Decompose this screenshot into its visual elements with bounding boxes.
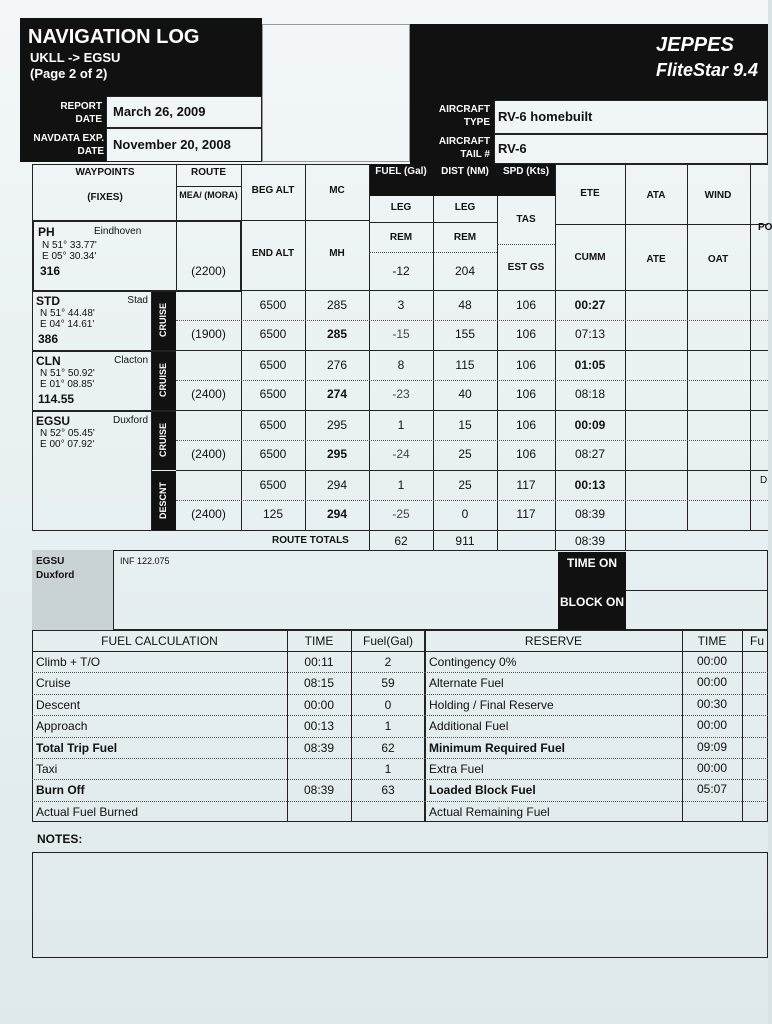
waypoint-divider bbox=[32, 350, 176, 352]
col-waypoints: WAYPOINTS bbox=[75, 167, 135, 178]
fuel-row-label: Actual Fuel Burned bbox=[36, 804, 139, 819]
reserve-row-label: Loaded Block Fuel bbox=[429, 783, 536, 798]
fuel-row-time: 00:00 bbox=[303, 697, 335, 712]
waypoint-id: STD bbox=[36, 294, 60, 308]
start-waypoint-name: Eindhoven bbox=[94, 226, 142, 237]
leg-beg-alt: 6500 bbox=[259, 358, 287, 372]
start-fuel-rem: -12 bbox=[392, 264, 410, 278]
col-end-alt: END ALT bbox=[251, 248, 295, 259]
start-waypoint-lat: N 51° 33.77' bbox=[42, 240, 97, 251]
col-ete: ETE bbox=[580, 188, 600, 199]
col-tas: TAS bbox=[516, 214, 536, 225]
start-waypoint-lon: E 05° 30.34' bbox=[42, 251, 97, 262]
col-ate: ATE bbox=[646, 254, 666, 265]
fuel-row-time: 08:39 bbox=[303, 740, 335, 755]
leg-row-divider bbox=[176, 290, 768, 291]
phase-label: CRUISE bbox=[158, 303, 168, 338]
phase-label: CRUISE bbox=[158, 423, 168, 458]
start-mora: (2200) bbox=[191, 264, 226, 278]
leg-mh: 294 bbox=[326, 507, 348, 521]
blank-header-box bbox=[262, 24, 410, 162]
reserve-row-time: 09:09 bbox=[696, 739, 728, 754]
leg-mh: 274 bbox=[326, 387, 348, 401]
reserve-row-divider bbox=[425, 694, 768, 695]
waypoint-lat: N 51° 44.48' bbox=[40, 308, 95, 319]
reserve-fuel-header: Fu bbox=[750, 634, 765, 648]
fuel-row-fuel: 0 bbox=[384, 697, 392, 712]
leg-dist-leg: 48 bbox=[458, 298, 472, 312]
col-mc: MC bbox=[329, 185, 345, 196]
col-fuel-rem: REM bbox=[389, 232, 413, 243]
reserve-row-label: Holding / Final Reserve bbox=[429, 697, 554, 712]
leg-end-alt: 6500 bbox=[259, 387, 287, 401]
leg-tas: 106 bbox=[515, 358, 537, 372]
reserve-row-time: 05:07 bbox=[696, 782, 728, 797]
fuel-row-divider bbox=[32, 694, 425, 695]
leg-mora: (1900) bbox=[191, 327, 226, 341]
waypoint-divider bbox=[32, 290, 176, 292]
leg-dist-leg: 25 bbox=[458, 478, 472, 492]
reserve-row-time: 00:30 bbox=[696, 696, 728, 711]
report-date-label: REPORT DATE bbox=[60, 101, 102, 125]
phase-label: DESCNT bbox=[158, 481, 168, 519]
fuel-row-time: 00:11 bbox=[304, 655, 334, 669]
leg-fuel-leg: 1 bbox=[397, 418, 405, 432]
waypoint-id: EGSU bbox=[36, 414, 71, 428]
leg-row-divider bbox=[176, 410, 768, 411]
leg-tas: 106 bbox=[515, 418, 537, 432]
fuel-row-label: Taxi bbox=[36, 762, 58, 776]
leg-dist-leg: 15 bbox=[458, 418, 472, 432]
col-mh: MH bbox=[329, 248, 345, 259]
waypoint-name: Duxford bbox=[112, 415, 148, 426]
col-oat: OAT bbox=[707, 254, 729, 265]
leg-beg-alt: 6500 bbox=[259, 298, 287, 312]
brand-name: JEPPES bbox=[656, 34, 734, 56]
page-number: (Page 2 of 2) bbox=[30, 66, 108, 81]
leg-mh: 285 bbox=[326, 327, 348, 341]
leg-end-alt: 125 bbox=[262, 507, 284, 521]
fuel-row-fuel: 1 bbox=[384, 719, 392, 734]
leg-mc: 285 bbox=[326, 298, 348, 312]
aircraft-type-value: RV-6 homebuilt bbox=[498, 109, 593, 124]
reserve-row-label: Additional Fuel bbox=[429, 719, 509, 734]
notes-label: NOTES: bbox=[37, 832, 83, 846]
reserve-row-label: Alternate Fuel bbox=[429, 676, 504, 691]
reserve-row-divider bbox=[425, 737, 768, 738]
leg-cumm: 08:39 bbox=[574, 507, 606, 521]
destination-name: Duxford bbox=[36, 570, 75, 581]
navdata-date-label: NAVDATA EXP. DATE bbox=[33, 133, 104, 157]
fuel-row-label: Burn Off bbox=[36, 783, 85, 798]
reserve-row-time: 00:00 bbox=[696, 761, 728, 775]
waypoint-side bbox=[151, 350, 152, 410]
leg-dist-rem: 40 bbox=[458, 387, 472, 401]
col-dist-rem: REM bbox=[453, 232, 477, 243]
fuel-row-fuel: 59 bbox=[381, 676, 395, 691]
fuel-calc-time-header: TIME bbox=[304, 634, 334, 648]
leg-tas: 106 bbox=[515, 298, 537, 312]
reserve-header: RESERVE bbox=[524, 634, 583, 648]
leg-cumm: 08:18 bbox=[574, 387, 606, 401]
leg-row-mid-divider bbox=[176, 500, 768, 501]
leg-row-mid-divider bbox=[176, 380, 768, 381]
reserve-row-divider bbox=[425, 672, 768, 673]
col-mea: MEA/ (MORA) bbox=[179, 190, 238, 200]
start-waypoint-freq: 316 bbox=[40, 264, 61, 278]
title-block bbox=[20, 18, 262, 96]
waypoint-name: Clacton bbox=[114, 355, 148, 366]
leg-ete: 00:09 bbox=[574, 418, 606, 432]
leg-tas: 117 bbox=[516, 478, 536, 492]
waypoint-name: Stad bbox=[127, 295, 148, 306]
destination-freq: INF 122.075 bbox=[120, 556, 170, 566]
reserve-row-label: Minimum Required Fuel bbox=[429, 740, 566, 755]
col-fixes: (FIXES) bbox=[87, 192, 123, 203]
leg-mc: 295 bbox=[326, 418, 348, 432]
leg-gs: 106 bbox=[515, 447, 537, 461]
reserve-row-divider bbox=[425, 715, 768, 716]
fuel-row-divider bbox=[32, 737, 425, 738]
leg-dist-rem: 0 bbox=[461, 507, 469, 521]
col-route: ROUTE bbox=[191, 167, 226, 178]
waypoint-lat: N 52° 05.45' bbox=[40, 428, 95, 439]
fuel-row-time: 00:13 bbox=[303, 719, 335, 734]
reserve-row-time: 00:00 bbox=[696, 718, 728, 733]
product-name: FliteStar 9.4 bbox=[656, 60, 759, 80]
col-beg-alt: BEG ALT bbox=[251, 185, 295, 196]
waypoint-side bbox=[151, 290, 152, 350]
fuel-row-divider bbox=[32, 715, 425, 716]
aircraft-tail-value: RV-6 bbox=[498, 141, 527, 156]
col-ata: ATA bbox=[646, 190, 666, 201]
navdata-date-value: November 20, 2008 bbox=[113, 137, 231, 152]
fuel-row-label: Descent bbox=[36, 697, 81, 712]
leg-mc: 294 bbox=[326, 478, 348, 492]
leg-beg-alt: 6500 bbox=[259, 478, 287, 492]
leg-fuel-rem: -15 bbox=[392, 327, 410, 341]
waypoint-id: CLN bbox=[36, 354, 61, 368]
phase-label: CRUISE bbox=[158, 363, 168, 398]
fuel-row-divider bbox=[32, 801, 425, 802]
col-po: PO bbox=[758, 222, 772, 233]
fuel-row-label: Climb + T/O bbox=[36, 655, 101, 669]
waypoint-freq: 114.55 bbox=[38, 392, 75, 406]
waypoint-divider bbox=[32, 410, 176, 412]
leg-gs: 106 bbox=[515, 327, 537, 341]
notes-box[interactable] bbox=[32, 852, 768, 958]
leg-dist-rem: 155 bbox=[454, 327, 476, 341]
total-fuel: 62 bbox=[394, 534, 408, 548]
fuel-row-fuel: 1 bbox=[384, 762, 392, 776]
leg-fuel-leg: 3 bbox=[397, 298, 405, 312]
fuel-row-time: 08:15 bbox=[303, 676, 335, 691]
waypoint-lon: E 01° 08.85' bbox=[40, 379, 95, 390]
date-labels bbox=[20, 96, 106, 162]
leg-dist-leg: 115 bbox=[455, 358, 475, 372]
reserve-row-label: Contingency 0% bbox=[429, 655, 517, 669]
col-wind: WIND bbox=[704, 190, 732, 201]
waypoint-side bbox=[151, 410, 152, 530]
leg-ete: 01:05 bbox=[574, 358, 606, 372]
col-est-gs: EST GS bbox=[507, 262, 545, 273]
col-cumm: CUMM bbox=[574, 252, 606, 263]
leg-row-divider bbox=[176, 470, 768, 471]
leg-mc: 276 bbox=[326, 358, 348, 372]
leg-mora: (2400) bbox=[191, 387, 226, 401]
leg-row-mid-divider bbox=[176, 440, 768, 441]
leg-mh: 295 bbox=[326, 447, 348, 461]
leg-fuel-leg: 8 bbox=[397, 358, 405, 372]
leg-gs: 106 bbox=[515, 387, 537, 401]
leg-fuel-rem: -23 bbox=[392, 387, 410, 401]
fuel-row-fuel: 63 bbox=[381, 783, 395, 798]
col-dist-leg: LEG bbox=[454, 202, 476, 213]
fuel-calc-fuel-header: Fuel(Gal) bbox=[362, 634, 413, 648]
col-fuel-leg: LEG bbox=[390, 202, 412, 213]
fuel-row-fuel: 2 bbox=[384, 655, 392, 669]
leg-cumm: 08:27 bbox=[574, 447, 606, 461]
fuel-row-divider bbox=[32, 779, 425, 780]
fuel-row-divider bbox=[32, 672, 425, 673]
aircraft-labels bbox=[410, 100, 494, 164]
start-dist-rem: 204 bbox=[454, 264, 476, 278]
reserve-row-time: 00:00 bbox=[696, 654, 728, 668]
leg-beg-alt: 6500 bbox=[259, 418, 287, 432]
brand-block bbox=[410, 24, 768, 100]
leg-cumm: 07:13 bbox=[574, 327, 606, 341]
reserve-row-label: Actual Remaining Fuel bbox=[429, 804, 550, 819]
route-totals-label: ROUTE TOTALS bbox=[272, 535, 349, 546]
reserve-row-divider bbox=[425, 758, 768, 759]
leg-gs: 117 bbox=[516, 507, 536, 521]
edge-mark: D bbox=[760, 475, 768, 486]
block-on-label: BLOCK ON bbox=[560, 595, 624, 609]
col-dist: DIST (NM) bbox=[441, 166, 489, 177]
reserve-row-time: 00:00 bbox=[696, 675, 728, 690]
leg-end-alt: 6500 bbox=[259, 327, 287, 341]
leg-dist-rem: 25 bbox=[458, 447, 472, 461]
aircraft-tail-box bbox=[494, 134, 768, 164]
total-time: 08:39 bbox=[574, 534, 606, 548]
time-on-label: TIME ON bbox=[567, 556, 617, 570]
leg-row-divider bbox=[176, 350, 768, 351]
waypoint-lon: E 04° 14.61' bbox=[40, 319, 95, 330]
fuel-row-label: Cruise bbox=[36, 676, 71, 691]
aircraft-type-label: AIRCRAFT TYPE bbox=[438, 104, 490, 128]
reserve-row-label: Extra Fuel bbox=[429, 762, 484, 776]
leg-end-alt: 6500 bbox=[259, 447, 287, 461]
fuel-row-label: Total Trip Fuel bbox=[36, 740, 118, 755]
destination-id: EGSU bbox=[36, 556, 65, 567]
col-fuel: FUEL (Gal) bbox=[375, 166, 427, 177]
start-waypoint-id: PH bbox=[38, 225, 55, 239]
fuel-row-fuel: 62 bbox=[381, 740, 395, 755]
leg-mora: (2400) bbox=[191, 507, 226, 521]
reserve-row-divider bbox=[425, 801, 768, 802]
fuel-row-divider bbox=[32, 758, 425, 759]
fuel-calc-header: FUEL CALCULATION bbox=[101, 634, 218, 648]
leg-fuel-leg: 1 bbox=[397, 478, 405, 492]
leg-fuel-rem: -25 bbox=[392, 507, 410, 521]
leg-ete: 00:27 bbox=[574, 298, 606, 312]
page-title: NAVIGATION LOG bbox=[28, 26, 200, 48]
reserve-time-header: TIME bbox=[697, 634, 727, 648]
reserve-row-divider bbox=[425, 779, 768, 780]
aircraft-tail-label: AIRCRAFT TAIL # bbox=[438, 136, 490, 160]
leg-fuel-rem: -24 bbox=[392, 447, 410, 461]
fuel-row-time: 08:39 bbox=[303, 783, 335, 798]
col-spd: SPD (Kts) bbox=[502, 166, 550, 177]
fuel-row-label: Approach bbox=[36, 719, 88, 734]
waypoint-lon: E 00° 07.92' bbox=[40, 439, 95, 450]
report-date-value: March 26, 2009 bbox=[113, 104, 206, 119]
leg-row-mid-divider bbox=[176, 320, 768, 321]
route-label: UKLL -> EGSU bbox=[30, 50, 121, 65]
leg-ete: 00:13 bbox=[574, 478, 606, 492]
waypoint-freq: 386 bbox=[38, 332, 59, 346]
waypoint-lat: N 51° 50.92' bbox=[40, 368, 95, 379]
leg-mora: (2400) bbox=[191, 447, 226, 461]
total-dist: 911 bbox=[455, 534, 475, 548]
time-block-labels bbox=[558, 552, 626, 630]
